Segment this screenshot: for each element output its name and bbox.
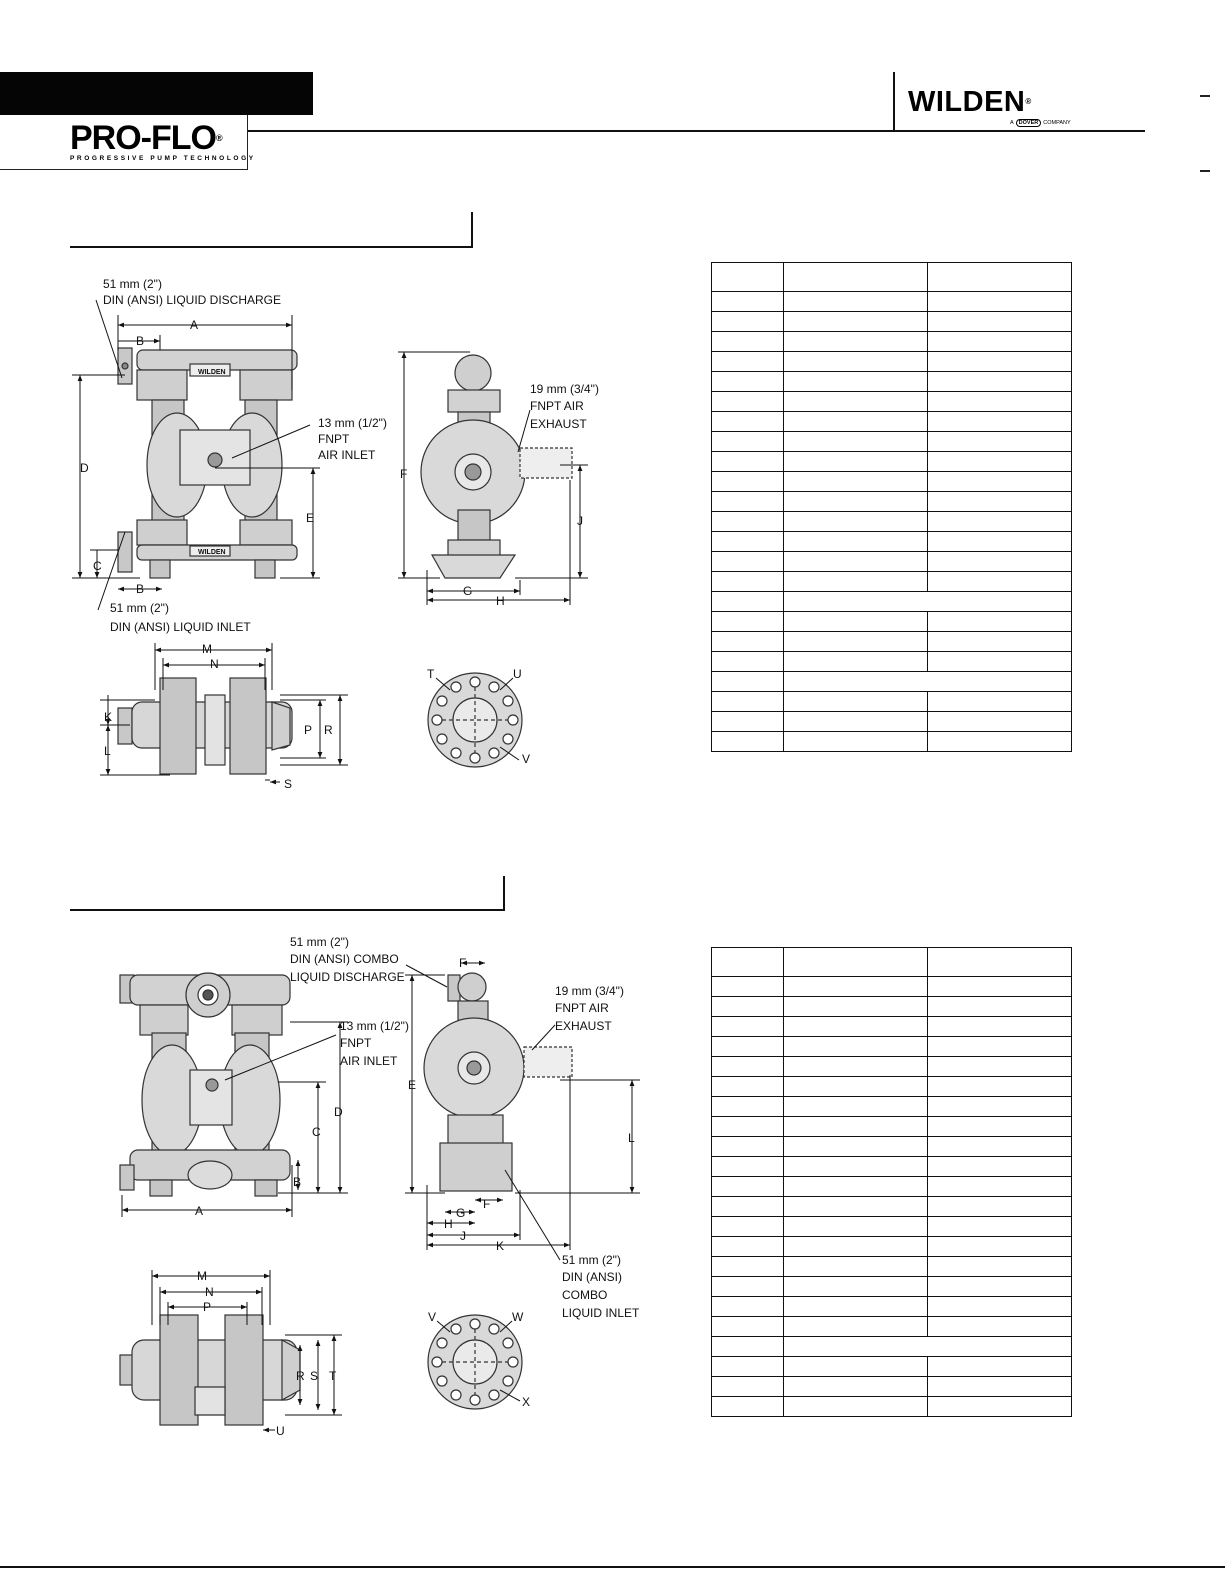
s1-exhaust-label: EXHAUST [530, 417, 587, 431]
wilden-tagline-prefix: A [1010, 120, 1014, 126]
s2-discharge-size: 51 mm (2") [290, 935, 349, 949]
table-row [712, 1237, 1072, 1257]
s2-dim-j: J [460, 1229, 466, 1243]
s2-side-pump [424, 973, 572, 1191]
table-header-row [712, 948, 1072, 977]
footer-rule [0, 1566, 1225, 1568]
dover-logo: DOVER [1016, 119, 1042, 127]
table-group-row [712, 1337, 1072, 1357]
s2-inlet-type: DIN (ANSI) [562, 1270, 622, 1284]
table-row [712, 372, 1072, 392]
header-rule [248, 130, 1145, 132]
table-row [712, 1097, 1072, 1117]
table-row [712, 1037, 1072, 1057]
s1-dim-v: V [522, 752, 531, 766]
s2-dim-x: X [522, 1395, 531, 1409]
table-row [712, 412, 1072, 432]
s2-dim-f-top: F [459, 956, 467, 970]
proflo-logo-text: PRO-FLO [70, 119, 216, 157]
table-row [712, 352, 1072, 372]
table-row [712, 1217, 1072, 1237]
table-row [712, 712, 1072, 732]
s1-exhaust-type: FNPT AIR [530, 399, 584, 413]
table-group-row [712, 672, 1072, 692]
proflo-registered-mark: ® [215, 133, 222, 143]
s1-dim-g: G [463, 584, 473, 598]
section2-heading-tick [503, 876, 505, 911]
s1-air-inlet-label: AIR INLET [318, 448, 376, 462]
s2-exhaust-type: FNPT AIR [555, 1001, 609, 1015]
s1-dim-s: S [284, 777, 293, 791]
table-row [712, 512, 1072, 532]
s1-inlet-size: 51 mm (2") [110, 601, 169, 615]
section1-dimension-table [711, 262, 1072, 752]
s2-dim-f-bottom: F [483, 1197, 491, 1211]
s2-dim-m: M [197, 1269, 207, 1283]
s2-dim-t: T [329, 1369, 337, 1383]
edge-mark-second [1200, 170, 1210, 172]
s1-dim-u: U [513, 667, 522, 681]
s2-exhaust-label: EXHAUST [555, 1019, 612, 1033]
s2-dim-b: B [293, 1175, 302, 1189]
s1-dim-b-bottom: B [136, 582, 145, 596]
s1-nameplate-top: WILDEN [198, 369, 226, 376]
table-row [712, 332, 1072, 352]
wilden-registered-mark: ® [1025, 97, 1032, 106]
section2-heading-rule [70, 909, 505, 911]
s1-dim-m: M [202, 642, 212, 656]
s1-front-pump [118, 348, 297, 578]
s1-nameplate-bottom: WILDEN [198, 549, 226, 556]
wilden-logo [908, 86, 1032, 118]
table-row [712, 552, 1072, 572]
table-row [712, 1277, 1072, 1297]
table-row [712, 632, 1072, 652]
s1-inlet-label: DIN (ANSI) LIQUID INLET [110, 620, 251, 634]
s2-dim-w: W [512, 1310, 524, 1324]
table-row [712, 432, 1072, 452]
s2-dim-u: U [276, 1424, 285, 1438]
s2-dim-p: P [203, 1300, 212, 1314]
s2-discharge-label: LIQUID DISCHARGE [290, 970, 405, 984]
section1-drawing [0, 250, 690, 810]
table-row [712, 1377, 1072, 1397]
s2-dim-c: C [312, 1125, 321, 1139]
table-row [712, 572, 1072, 592]
s2-inlet-combo: COMBO [562, 1288, 608, 1302]
section1-heading-tick [471, 212, 473, 248]
table-row [712, 977, 1072, 997]
s1-dim-l: L [104, 744, 111, 758]
table-row [712, 1317, 1072, 1337]
table-row [712, 1197, 1072, 1217]
s2-dim-r: R [296, 1369, 305, 1383]
table-row [712, 732, 1072, 752]
s2-dim-s: S [310, 1369, 319, 1383]
s1-dim-b-top: B [136, 334, 145, 348]
s2-air-inlet-type: FNPT [340, 1036, 372, 1050]
table-row [712, 392, 1072, 412]
s1-air-inlet-type: FNPT [318, 432, 350, 446]
s1-dim-c: C [93, 559, 102, 573]
s2-front-pump [120, 973, 290, 1196]
s2-inlet-label: LIQUID INLET [562, 1306, 640, 1320]
s2-inlet-size: 51 mm (2") [562, 1253, 621, 1267]
s1-dim-p: P [304, 723, 313, 737]
s2-top-pump [120, 1315, 300, 1425]
table-row [712, 1057, 1072, 1077]
s1-dim-f: F [400, 467, 408, 481]
s2-dim-e: E [408, 1078, 417, 1092]
table-row [712, 1117, 1072, 1137]
section1-heading-rule [70, 246, 473, 248]
table-row [712, 472, 1072, 492]
table-row [712, 692, 1072, 712]
s1-exhaust-size: 19 mm (3/4") [530, 382, 599, 396]
header-black-bar [0, 72, 313, 115]
s2-dim-g: G [456, 1206, 466, 1220]
table-row [712, 612, 1072, 632]
s2-dim-k: K [496, 1239, 505, 1253]
s2-dim-h: H [444, 1217, 453, 1231]
table-row [712, 1297, 1072, 1317]
s1-dim-d: D [80, 461, 89, 475]
wilden-tagline [1010, 119, 1071, 127]
s2-exhaust-size: 19 mm (3/4") [555, 984, 624, 998]
table-row [712, 1157, 1072, 1177]
header-divider [893, 72, 895, 130]
table-row [712, 1177, 1072, 1197]
s2-air-inlet-label: AIR INLET [340, 1054, 398, 1068]
s2-discharge-type: DIN (ANSI) COMBO [290, 952, 399, 966]
wilden-tagline-suffix: COMPANY [1043, 120, 1071, 126]
proflo-logo [70, 120, 222, 156]
table-row [712, 652, 1072, 672]
proflo-tagline: PROGRESSIVE PUMP TECHNOLOGY [70, 155, 256, 162]
s1-dim-n: N [210, 657, 219, 671]
s1-dim-h: H [496, 594, 505, 608]
edge-mark-top [1200, 95, 1210, 97]
section2-drawing [0, 925, 690, 1455]
table-group-row [712, 592, 1072, 612]
s1-dim-k: K [104, 710, 113, 724]
s2-air-inlet-size: 13 mm (1/2") [340, 1019, 409, 1033]
table-row [712, 1077, 1072, 1097]
table-row [712, 1357, 1072, 1377]
s1-dim-r: R [324, 723, 333, 737]
s2-dim-n: N [205, 1285, 214, 1299]
table-row [712, 997, 1072, 1017]
table-row [712, 452, 1072, 472]
s1-dim-j: J [577, 514, 583, 528]
s2-dim-a: A [195, 1204, 204, 1218]
s2-dim-d: D [334, 1105, 343, 1119]
wilden-logo-text: WILDEN [908, 86, 1026, 118]
table-row [712, 312, 1072, 332]
s2-dim-v: V [428, 1310, 437, 1324]
s1-air-inlet-size: 13 mm (1/2") [318, 416, 387, 430]
s1-discharge-label: DIN (ANSI) LIQUID DISCHARGE [103, 293, 282, 307]
table-row [712, 1397, 1072, 1417]
table-row [712, 1137, 1072, 1157]
table-row [712, 492, 1072, 512]
s2-dim-l: L [628, 1131, 635, 1145]
s1-top-pump [118, 678, 292, 774]
table-row [712, 1017, 1072, 1037]
s1-discharge-size: 51 mm (2") [103, 277, 162, 291]
s1-dim-a: A [190, 318, 199, 332]
table-header-row [712, 263, 1072, 292]
table-row [712, 292, 1072, 312]
section2-dimension-table [711, 947, 1072, 1417]
s1-dim-t: T [427, 667, 435, 681]
table-row [712, 1257, 1072, 1277]
table-row [712, 532, 1072, 552]
s1-dim-e: E [306, 511, 315, 525]
